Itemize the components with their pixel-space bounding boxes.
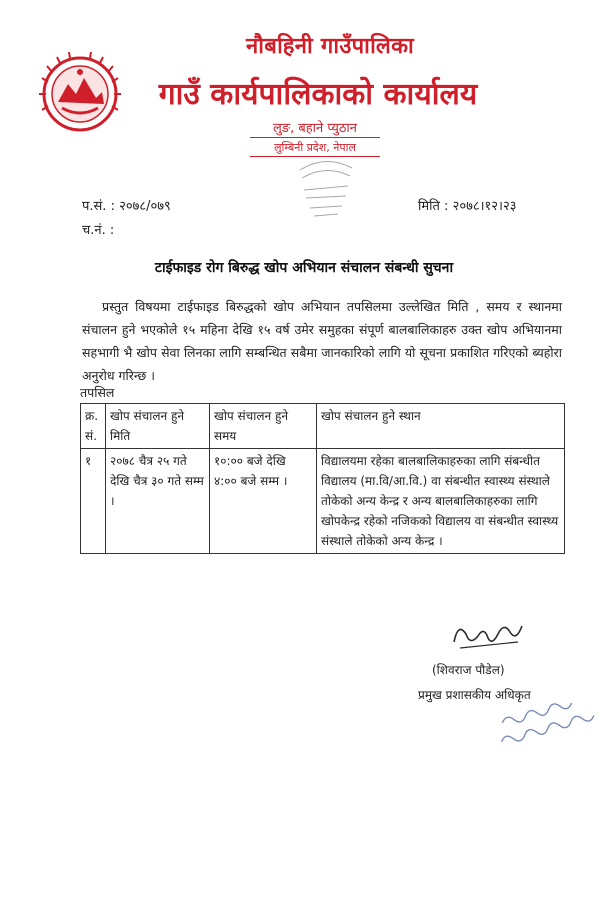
signer-name: (शिवराज पौडेल) bbox=[432, 663, 505, 677]
table-header-row bbox=[81, 404, 565, 449]
office-address: लुङ, बहाने प्युठान bbox=[230, 118, 400, 138]
signer-title: प्रमुख प्रशासकीय अधिकृत bbox=[418, 688, 531, 702]
cell-location: विद्यालयमा रहेका बालबालिकाहरुका लागि संबन्धीत विद्यालय (मा.वि/आ.वि.) वा संबन्धीत स्वास्थ्य संस्थाले तोकेको अन्य केन्द्र र अन्य बालबालिकाहरुका लागि खोपकेन्द्र रहेको नजिकको विद्यालय वा संबन्धीत स्वास्थ्य संस्थाले तोकेको अन्य केन्द्र । bbox=[317, 449, 565, 554]
office-stamp-icon bbox=[292, 150, 360, 222]
table-row bbox=[81, 449, 565, 554]
name-stamp-icon bbox=[488, 686, 608, 744]
notice-date: मिति : २०७८।१२।२३ bbox=[418, 199, 517, 214]
reference-number: प.सं. : २०७८/०७९ bbox=[82, 199, 171, 214]
emblem-logo-icon bbox=[38, 52, 122, 136]
header-time: खोप संचालन हुने समय bbox=[210, 404, 317, 449]
signature-icon bbox=[448, 612, 528, 660]
notice-subject: टाईफाइड रोग बिरुद्ध खोप अभियान संचालन संबन्धी सुचना bbox=[154, 260, 454, 276]
schedule-table bbox=[80, 403, 565, 554]
header-serial: क्र. सं. bbox=[81, 404, 106, 449]
office-province: लुम्बिनी प्रदेश, नेपाल bbox=[230, 140, 400, 157]
notice-body-text: प्रस्तुत विषयमा टाईफाइड बिरुद्धको खोप अभियान तपसिलमा उल्लेखित मिति , समय र स्थानमा संचालन हुने भएकोले १५ महिना देखि १५ वर्ष उमेर समुहका संपूर्ण बालबालिकाहरु उक्त खोप अभियानमा सहभागी भै खोप सेवा लिनका लागि सम्बन्धित सबैमा जानकारिको लागि यो सूचना प्रकाशित गरिएको ब्यहोरा अनुरोध गरिन्छ । bbox=[82, 299, 562, 383]
cell-serial: १ bbox=[81, 449, 106, 554]
notice-body bbox=[82, 295, 562, 387]
schedule-label: तपसिल bbox=[80, 385, 115, 400]
header-date: खोप संचालन हुने मिति bbox=[106, 404, 210, 449]
municipality-name: नौबहिनी गाउँपालिका bbox=[246, 34, 414, 59]
header-location: खोप संचालन हुने स्थान bbox=[317, 404, 565, 449]
cell-time: १०:०० बजे देखि ४:०० बजे सम्म । bbox=[210, 449, 317, 554]
office-name: गाउँ कार्यपालिकाको कार्यालय bbox=[158, 77, 478, 112]
cell-date: २०७८ चैत्र २५ गते देखि चैत्र ३० गते सम्म । bbox=[106, 449, 210, 554]
dispatch-number: च.नं. : bbox=[82, 223, 115, 238]
